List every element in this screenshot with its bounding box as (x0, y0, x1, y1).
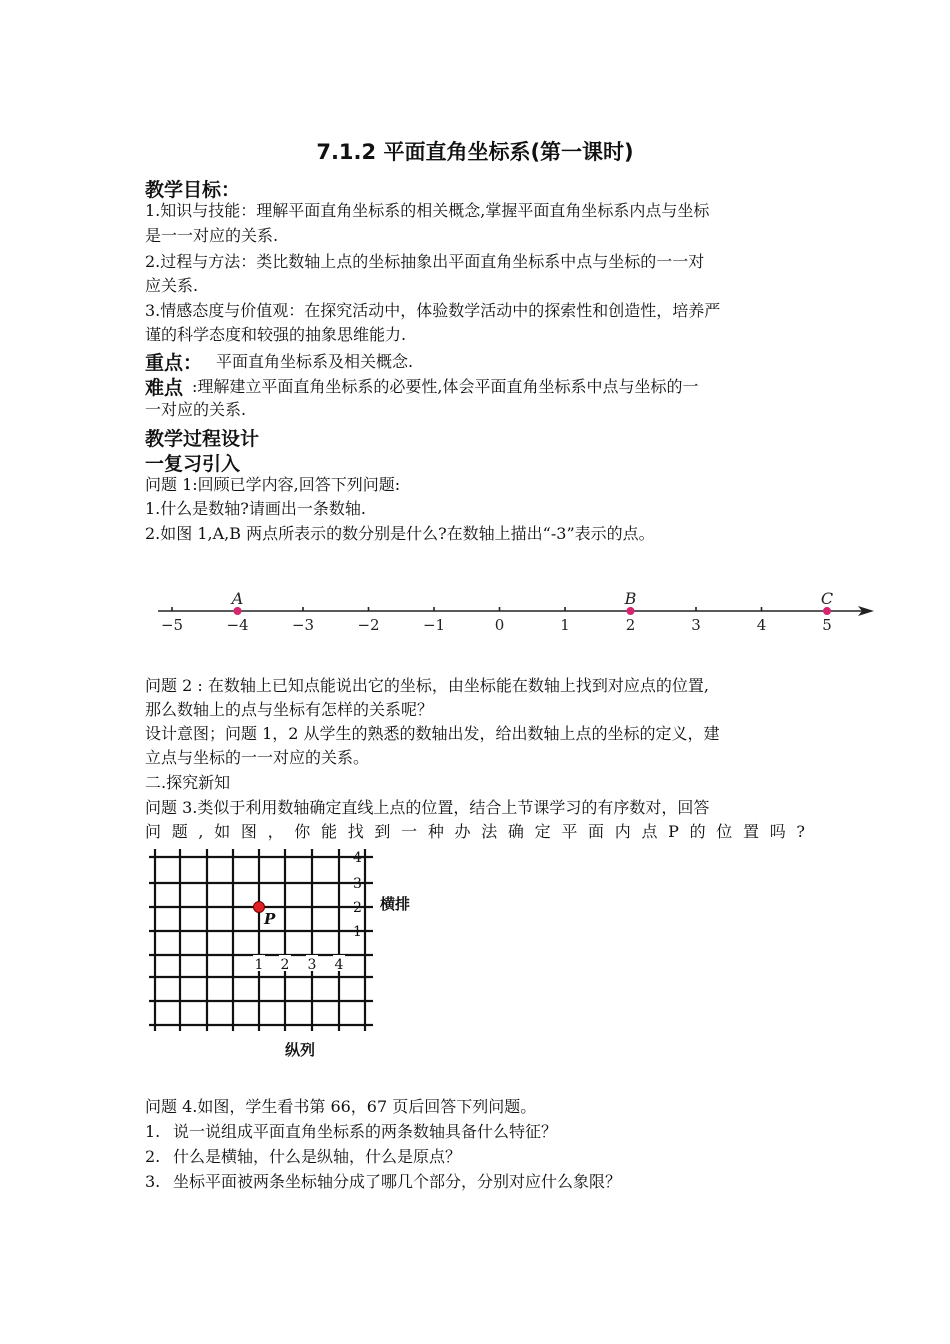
grid-row-label: 4 (353, 850, 362, 866)
question-2-line-2: 那么数轴上的点与坐标有怎样的关系呢？ (145, 700, 434, 719)
number-line-point-label: C (820, 589, 834, 608)
question-4-item-1-number: 1. (145, 1122, 161, 1141)
number-line-tick-label: 2 (625, 616, 636, 634)
number-line-tick-label: 1 (560, 616, 570, 634)
objective-2-line-1: 2.过程与方法：类比数轴上点的坐标抽象出平面直角坐标系中点与坐标的一一对 (145, 252, 705, 271)
process-heading: 教学过程设计 (145, 428, 260, 450)
difficulty-label: 难点 (145, 377, 184, 399)
number-line-tick-label: 4 (756, 616, 767, 634)
objectives-heading: 教学目标： (145, 179, 241, 201)
question-3-char: 面 (588, 822, 605, 841)
question-3-char: 到 (374, 822, 391, 841)
number-line-point (823, 607, 831, 615)
number-line-point-label: A (231, 589, 244, 608)
grid-column-label: 4 (334, 957, 344, 973)
question-3-char: 一 (401, 822, 418, 841)
question-3-char: ， (267, 822, 284, 841)
question-4-item-2-number: 2. (145, 1147, 161, 1166)
question-3-char: 你 (294, 822, 311, 841)
difficulty-text-line-1: :理解建立平面直角坐标系的必要性,体会平面直角坐标系中点与坐标的一 (192, 377, 699, 396)
explore-heading: 二.探究新知 (145, 773, 231, 792)
number-line-tick-label: 0 (494, 616, 505, 634)
question-4-item-3-number: 3. (145, 1172, 161, 1191)
objective-1-line-2: 是一一对应的关系. (145, 226, 279, 245)
question-3-char: 法 (481, 822, 498, 841)
number-line-point-label: B (624, 589, 637, 608)
grid-figure (145, 845, 435, 1065)
question-4-intro: 问题 4.如图，学生看书第 66，67 页后回答下列问题。 (145, 1097, 537, 1116)
question-4-item-1-text: 说一说组成平面直角坐标系的两条数轴具备什么特征？ (173, 1122, 558, 1141)
number-line-tick-label: −5 (160, 616, 184, 634)
objective-3-line-2: 谨的科学态度和较强的抽象思维能力. (145, 325, 407, 344)
question-3-char: ? (796, 822, 805, 841)
question-1-item-b: 2.如图 1,A,B 两点所表示的数分别是什么?在数轴上描出“-3”表示的点。 (145, 524, 655, 543)
question-3-char: 能 (321, 822, 338, 841)
question-3-char: 确 (507, 822, 524, 841)
question-3-line-2 (145, 820, 805, 844)
question-3-char: 图 (240, 822, 257, 841)
question-3-char: 问 (145, 822, 162, 841)
number-line-tick-label: 5 (822, 616, 832, 634)
number-line-point (234, 607, 242, 615)
design-intent-line-1: 设计意图；问题 1，2 从学生的熟悉的数轴出发，给出数轴上点的坐标的定义，建 (145, 724, 720, 743)
number-line-tick-label: 3 (691, 616, 701, 634)
question-3-char: 平 (561, 822, 578, 841)
grid-row-label: 1 (353, 924, 362, 940)
question-3-char: 办 (454, 822, 471, 841)
question-4-item-2-text: 什么是横轴，什么是纵轴，什么是原点？ (173, 1147, 462, 1166)
review-heading: 一复习引入 (145, 453, 241, 475)
question-3-char: 位 (716, 822, 733, 841)
question-3-char: 点 (641, 822, 658, 841)
question-1-intro: 问题 1:回顾已学内容,回答下列问题: (145, 475, 401, 494)
number-line-tick-label: −1 (422, 616, 446, 634)
grid-column-label: 3 (307, 957, 317, 973)
grid-row-title: 横排 (380, 895, 411, 913)
objective-1-line-1: 1.知识与技能：理解平面直角坐标系的相关概念,掌握平面直角坐标系内点与坐标 (145, 201, 710, 220)
question-3-char: 的 (689, 822, 706, 841)
question-3-char: 如 (214, 822, 231, 841)
question-3-char: 定 (534, 822, 551, 841)
grid-column-title: 纵列 (285, 1041, 316, 1059)
grid-point-label: P (264, 910, 276, 928)
question-3-char: P (668, 822, 679, 841)
objective-3-line-1: 3.情感态度与价值观：在探究活动中，体验数学活动中的探索性和创造性，培养严 (145, 301, 721, 320)
grid-row-label: 2 (353, 900, 362, 916)
question-3-char: 题 (171, 822, 188, 841)
key-point-text: 平面直角坐标系及相关概念. (216, 352, 414, 371)
number-line-point (627, 607, 635, 615)
difficulty-text-line-2: 一对应的关系. (145, 400, 247, 419)
question-3-char: 置 (743, 822, 760, 841)
objective-2-line-2: 应关系. (145, 276, 199, 295)
grid-point-p (254, 902, 265, 913)
question-3-char: , (198, 822, 204, 841)
design-intent-line-2: 立点与坐标的一一对应的关系。 (145, 748, 370, 767)
question-1-item-a: 1.什么是数轴?请画出一条数轴. (145, 499, 366, 518)
number-line-tick-label: −4 (226, 616, 249, 634)
grid-column-label: 2 (280, 957, 290, 973)
question-4-item-3-text: 坐标平面被两条坐标轴分成了哪几个部分，分别对应什么象限？ (173, 1172, 622, 1191)
question-3-char: 吗 (769, 822, 786, 841)
question-2-line-1: 问题 2 : 在数轴上已知点能说出它的坐标，由坐标能在数轴上找到对应点的位置, (145, 676, 709, 695)
question-3-char: 找 (347, 822, 364, 841)
number-line-figure (150, 585, 880, 640)
grid-row-label: 3 (353, 876, 362, 892)
key-point-label: 重点： (145, 352, 203, 374)
page-title: 7.1.2 平面直角坐标系(第一课时) (316, 140, 634, 164)
number-line-tick-label: −2 (357, 616, 380, 634)
question-3-char: 种 (427, 822, 444, 841)
grid-column-label: 1 (254, 957, 264, 973)
number-line-tick-label: −3 (291, 616, 315, 634)
question-3-line-1: 问题 3.类似于利用数轴确定直线上点的位置，结合上节课学习的有序数对，回答 (145, 798, 710, 817)
question-3-char: 内 (614, 822, 631, 841)
